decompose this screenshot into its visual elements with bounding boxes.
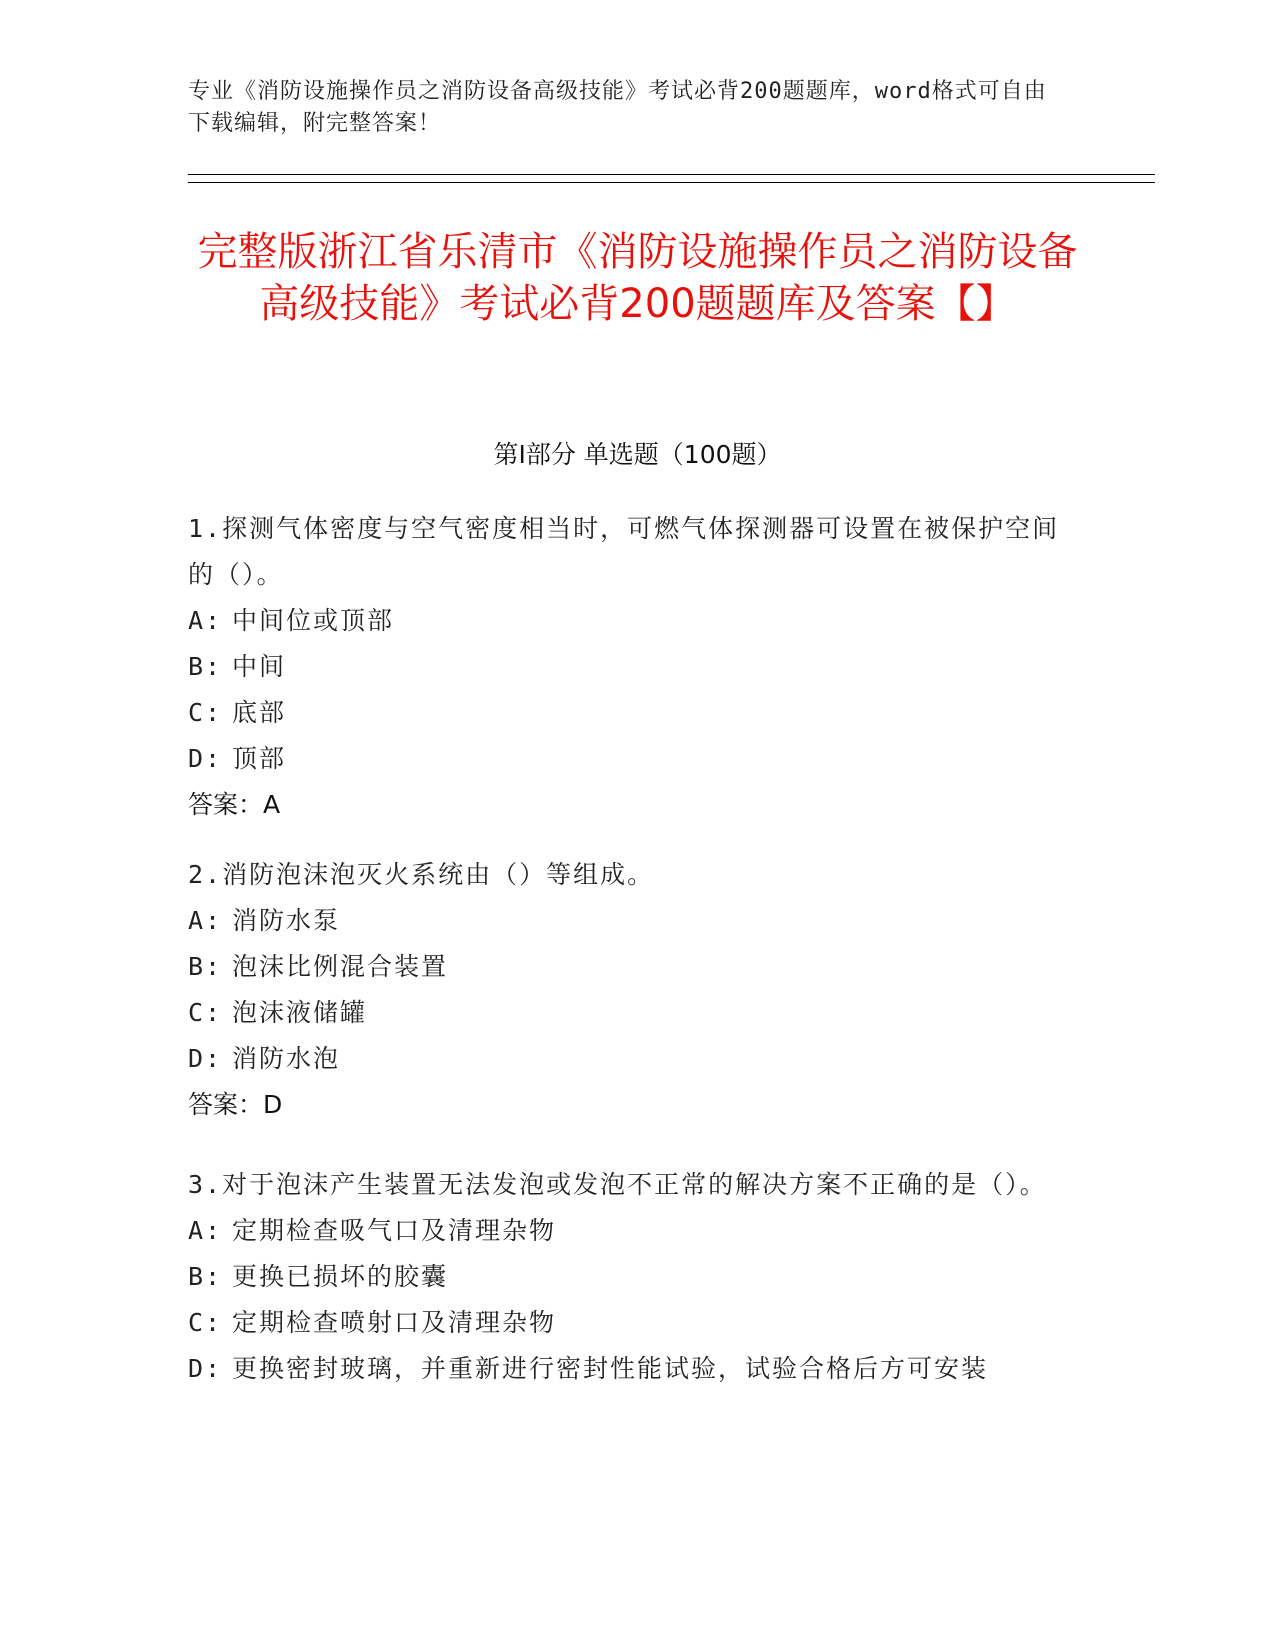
option-label: B: xyxy=(188,1262,223,1291)
header-rule-top xyxy=(188,174,1155,175)
question-1 xyxy=(188,506,1068,828)
option-text: 中间位或顶部 xyxy=(232,606,395,635)
option-label: C: xyxy=(188,698,223,727)
option-text: 消防水泡 xyxy=(232,1044,341,1073)
option-label: D: xyxy=(188,1044,223,1073)
option-text: 定期检查喷射口及清理杂物 xyxy=(232,1308,557,1337)
option-label: A: xyxy=(188,1216,223,1245)
option-b xyxy=(188,944,1068,990)
header-rule-bottom xyxy=(188,182,1155,183)
option-label: C: xyxy=(188,998,223,1027)
option-label: C: xyxy=(188,1308,223,1337)
option-label: B: xyxy=(188,952,223,981)
option-c xyxy=(188,1300,1068,1346)
answer-line: 答案：D xyxy=(188,1090,283,1119)
option-c xyxy=(188,990,1068,1036)
option-a xyxy=(188,598,1068,644)
section-heading: 第I部分 单选题（100题） xyxy=(493,440,782,469)
option-text: 泡沫液储罐 xyxy=(232,998,368,1027)
option-text: 消防水泵 xyxy=(232,906,341,935)
option-c xyxy=(188,690,1068,736)
option-label: D: xyxy=(188,1354,223,1383)
option-a xyxy=(188,1208,1068,1254)
option-b xyxy=(188,644,1068,690)
option-label: A: xyxy=(188,906,223,935)
option-text: 底部 xyxy=(232,698,287,727)
option-label: B: xyxy=(188,652,223,681)
option-text: 更换已损坏的胶囊 xyxy=(232,1262,449,1291)
option-text: 泡沫比例混合装置 xyxy=(232,952,449,981)
document-title: 完整版浙江省乐清市《消防设施操作员之消防设备高级技能》考试必背200题题库及答案【】 xyxy=(197,229,1078,327)
option-a xyxy=(188,898,1068,944)
question-3 xyxy=(188,1162,1068,1392)
question-stem: 1.探测气体密度与空气密度相当时，可燃气体探测器可设置在被保护空间的（）。 xyxy=(188,514,1060,589)
option-d xyxy=(188,1346,1068,1392)
option-text: 中间 xyxy=(232,652,287,681)
answer-line: 答案：A xyxy=(188,790,281,819)
option-label: A: xyxy=(188,606,223,635)
option-text: 定期检查吸气口及清理杂物 xyxy=(232,1216,557,1245)
option-d xyxy=(188,736,1068,782)
option-b xyxy=(188,1254,1068,1300)
option-text: 更换密封玻璃，并重新进行密封性能试验，试验合格后方可安装 xyxy=(232,1354,989,1383)
header-note: 专业《消防设施操作员之消防设备高级技能》考试必背200题题库，word格式可自由下载编辑，附完整答案！ xyxy=(188,79,1047,136)
option-label: D: xyxy=(188,744,223,773)
option-text: 顶部 xyxy=(232,744,287,773)
question-stem: 3.对于泡沫产生装置无法发泡或发泡不正常的解决方案不正确的是（）。 xyxy=(188,1170,1047,1199)
question-stem: 2.消防泡沫泡灭火系统由（）等组成。 xyxy=(188,860,655,889)
option-d xyxy=(188,1036,1068,1082)
question-2 xyxy=(188,852,1068,1128)
